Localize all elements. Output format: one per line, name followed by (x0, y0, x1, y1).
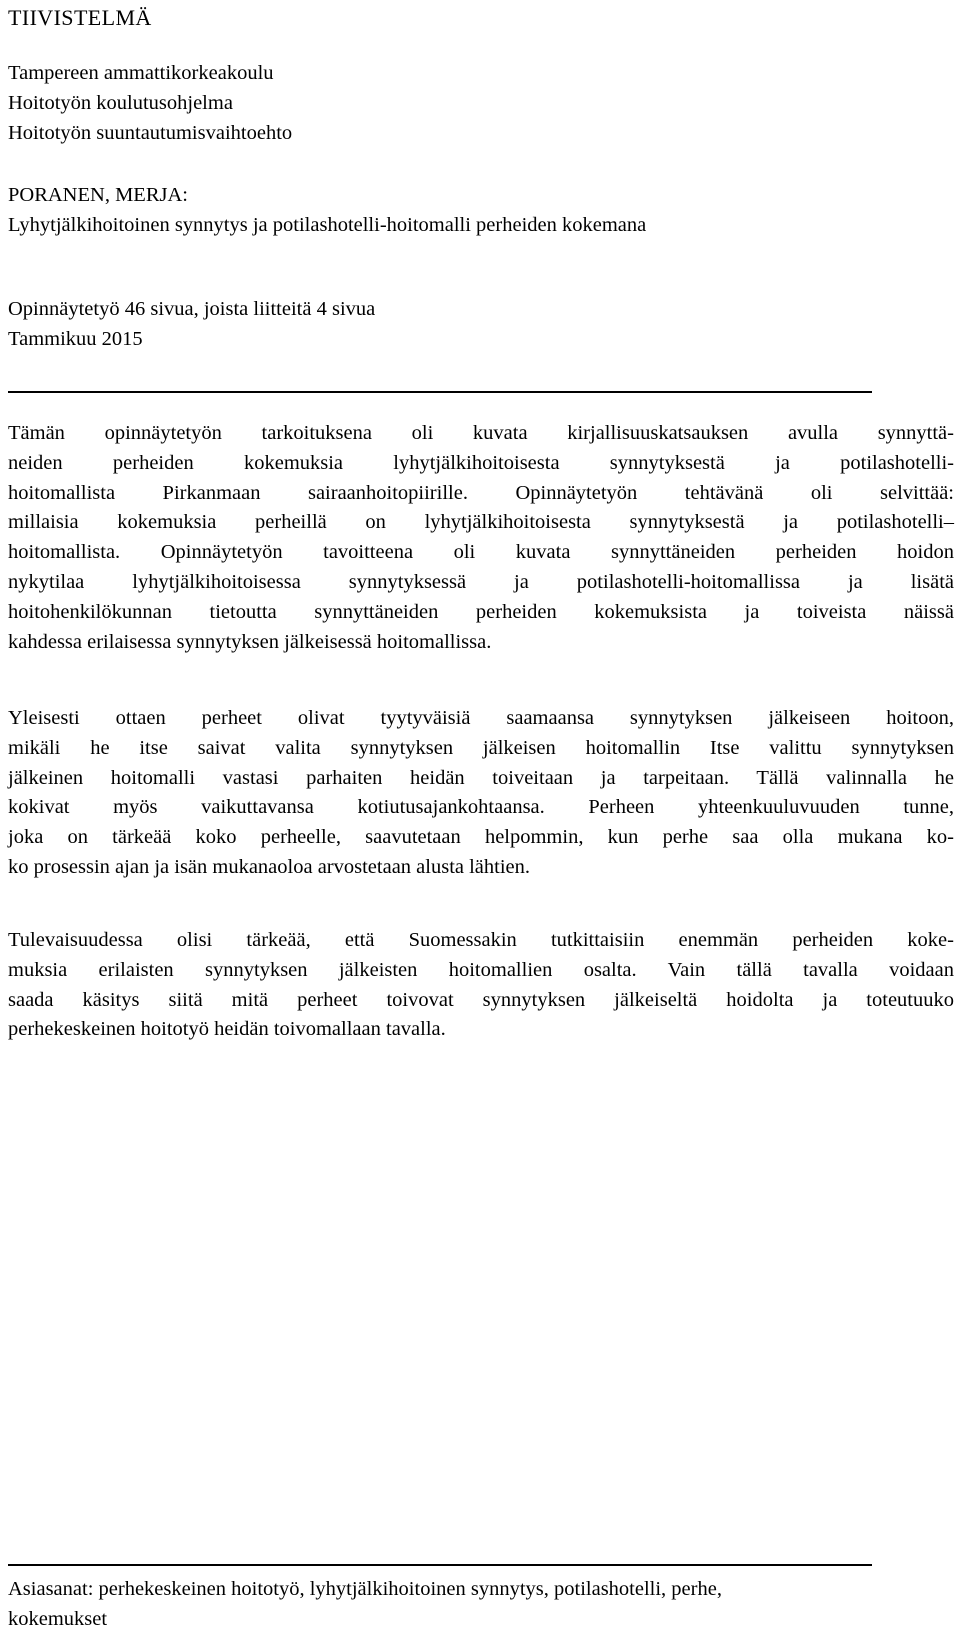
text-line: mikäli he itse saivat valita synnytyksen jälkeisen hoitomallin Itse valittu synnytyksen (8, 736, 954, 759)
text-line: nykytilaa lyhytjälkihoitoisessa synnytyksessä ja potilashotelli-hoitomallissa ja lisätä (8, 570, 954, 593)
text-line: hoitohenkilökunnan tietoutta synnyttäneiden perheiden kokemuksista ja toiveista näissä (8, 600, 954, 623)
text-line: hoitomallista. Opinnäytetyön tavoitteena oli kuvata synnyttäneiden perheiden hoidon (8, 541, 954, 564)
text-line: Yleisesti ottaen perheet olivat tyytyväisiä saamaansa synnytyksen jälkeiseen hoitoon, (8, 707, 954, 729)
text-line: perhekeskeinen hoitotyö heidän toivomallaan tavalla. (8, 1018, 446, 1041)
publication-date: Tammikuu 2015 (8, 328, 143, 351)
page-heading: TIIVISTELMÄ (8, 5, 152, 30)
text-line: saada käsitys siitä mitä perheet toivovat synnytyksen jälkeiseltä hoidolta ja toteutuuko (8, 988, 954, 1011)
text-line: muksia erilaisten synnytyksen jälkeisten hoitomallien osalta. Vain tällä tavalla voidaan (8, 958, 954, 981)
institution-line: Hoitotyön koulutusohjelma (8, 92, 233, 115)
top-divider (8, 391, 872, 393)
thesis-meta-block (8, 294, 375, 354)
text-line: Tämän opinnäytetyön tarkoituksena oli kuvata kirjallisuuskatsauksen avulla synnyttä- (8, 422, 954, 444)
institution-block (8, 58, 292, 149)
institution-line: Hoitotyön suuntautumisvaihtoehto (8, 122, 293, 145)
abstract-paragraph-1 (8, 419, 954, 657)
text-line: kokivat myös vaikuttavansa kotiutusajankohtaansa. Perheen yhteenkuuluvuuden tunne, (8, 796, 954, 819)
keywords-line: kokemukset (8, 1608, 108, 1631)
text-line: neiden perheiden kokemuksia lyhytjälkihoitoisesta synnytyksestä ja potilashotelli- (8, 451, 954, 474)
text-line: millaisia kokemuksia perheillä on lyhytjälkihoitoisesta synnytyksestä ja potilashotelli– (8, 511, 954, 534)
bottom-divider (8, 1564, 872, 1566)
text-line: Tulevaisuudessa olisi tärkeää, että Suomessakin tutkittaisiin enemmän perheiden koke- (8, 929, 954, 951)
text-line: ko prosessin ajan ja isän mukanaoloa arvostetaan alusta lähtien. (8, 855, 531, 878)
text-line: kahdessa erilaisessa synnytyksen jälkeisessä hoitomallissa. (8, 630, 492, 653)
thesis-title: Lyhytjälkihoitoinen synnytys ja potilashotelli-hoitomalli perheiden kokemana (8, 214, 647, 237)
keywords-block (8, 1574, 722, 1634)
institution-line: Tampereen ammattikorkeakoulu (8, 62, 274, 84)
author-name: PORANEN, MERJA: (8, 184, 188, 206)
page-count: Opinnäytetyö 46 sivua, joista liitteitä 4 sivua (8, 298, 376, 320)
abstract-paragraph-3 (8, 926, 954, 1045)
author-title-block (8, 180, 646, 240)
keywords-line: Asiasanat: perhekeskeinen hoitotyö, lyhytjälkihoitoinen synnytys, potilashotelli, perhe, (8, 1578, 722, 1600)
text-line: joka on tärkeää koko perheelle, saavutetaan helpommin, kun perhe saa olla mukana ko- (8, 826, 954, 849)
text-line: jälkeinen hoitomalli vastasi parhaiten heidän toiveitaan ja tarpeitaan. Tällä valinnalla he (8, 766, 954, 789)
abstract-paragraph-2 (8, 704, 954, 883)
text-line: hoitomallista Pirkanmaan sairaanhoitopiirille. Opinnäytetyön tehtävänä oli selvittää: (8, 481, 954, 504)
